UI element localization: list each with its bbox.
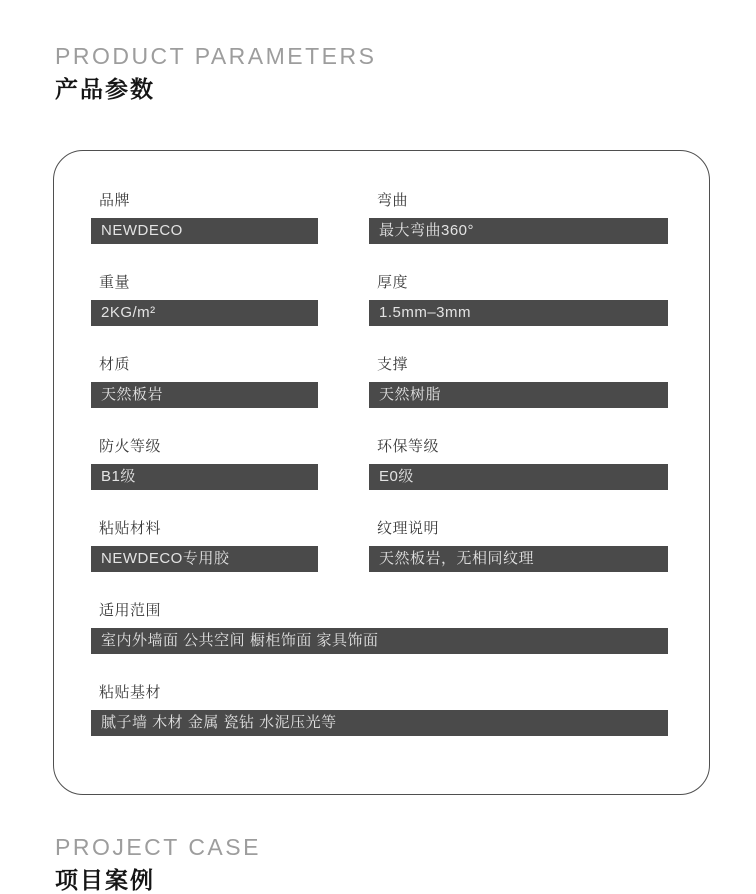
project-case-heading bbox=[55, 835, 756, 893]
project-case-title-en: PROJECT CASE bbox=[55, 834, 261, 860]
parameter-field bbox=[91, 355, 318, 408]
parameter-label: 适用范围 bbox=[99, 602, 162, 619]
parameter-label: 粘贴基材 bbox=[99, 684, 162, 701]
parameters-panel bbox=[53, 150, 710, 795]
parameter-field bbox=[91, 273, 318, 326]
parameter-field bbox=[369, 437, 668, 490]
parameter-label: 重量 bbox=[99, 274, 131, 291]
parameter-value-bar: B1级 bbox=[91, 464, 318, 490]
project-case-title-cn: 项目案例 bbox=[55, 867, 155, 893]
parameter-value-bar: 最大弯曲360° bbox=[369, 218, 668, 244]
parameter-value-bar: 天然板岩，无相同纹理 bbox=[369, 546, 668, 572]
parameter-value-bar: 1.5mm–3mm bbox=[369, 300, 668, 326]
product-parameters-title-cn: 产品参数 bbox=[55, 76, 155, 102]
parameter-value-bar: NEWDECO bbox=[91, 218, 318, 244]
parameter-value-bar: 2KG/m² bbox=[91, 300, 318, 326]
parameter-value-bar: 室内外墙面 公共空间 橱柜饰面 家具饰面 bbox=[91, 628, 668, 654]
parameter-label: 纹理说明 bbox=[377, 520, 440, 537]
parameter-field bbox=[369, 191, 668, 244]
parameter-label: 厚度 bbox=[377, 274, 409, 291]
parameter-field bbox=[91, 683, 668, 736]
parameter-field bbox=[369, 519, 668, 572]
parameter-field bbox=[91, 191, 318, 244]
parameter-field bbox=[369, 273, 668, 326]
parameter-field bbox=[91, 601, 668, 654]
parameter-label: 弯曲 bbox=[377, 192, 409, 209]
parameter-label: 支撑 bbox=[377, 356, 409, 373]
parameter-value-bar: 天然树脂 bbox=[369, 382, 668, 408]
parameter-label: 环保等级 bbox=[377, 438, 440, 455]
parameter-field bbox=[369, 355, 668, 408]
product-parameters-heading bbox=[55, 0, 756, 102]
parameter-label: 品牌 bbox=[99, 192, 131, 209]
parameter-value-bar: 天然板岩 bbox=[91, 382, 318, 408]
parameter-label: 防火等级 bbox=[99, 438, 162, 455]
parameters-grid bbox=[91, 191, 667, 765]
parameter-value-bar: E0级 bbox=[369, 464, 668, 490]
parameter-label: 材质 bbox=[99, 356, 131, 373]
parameter-field bbox=[91, 437, 318, 490]
product-parameters-title-en: PRODUCT PARAMETERS bbox=[55, 43, 377, 69]
parameter-value-bar: 腻子墙 木材 金属 瓷钻 水泥压光等 bbox=[91, 710, 668, 736]
parameter-field bbox=[91, 519, 318, 572]
parameter-value-bar: NEWDECO专用胶 bbox=[91, 546, 318, 572]
parameter-label: 粘贴材料 bbox=[99, 520, 162, 537]
